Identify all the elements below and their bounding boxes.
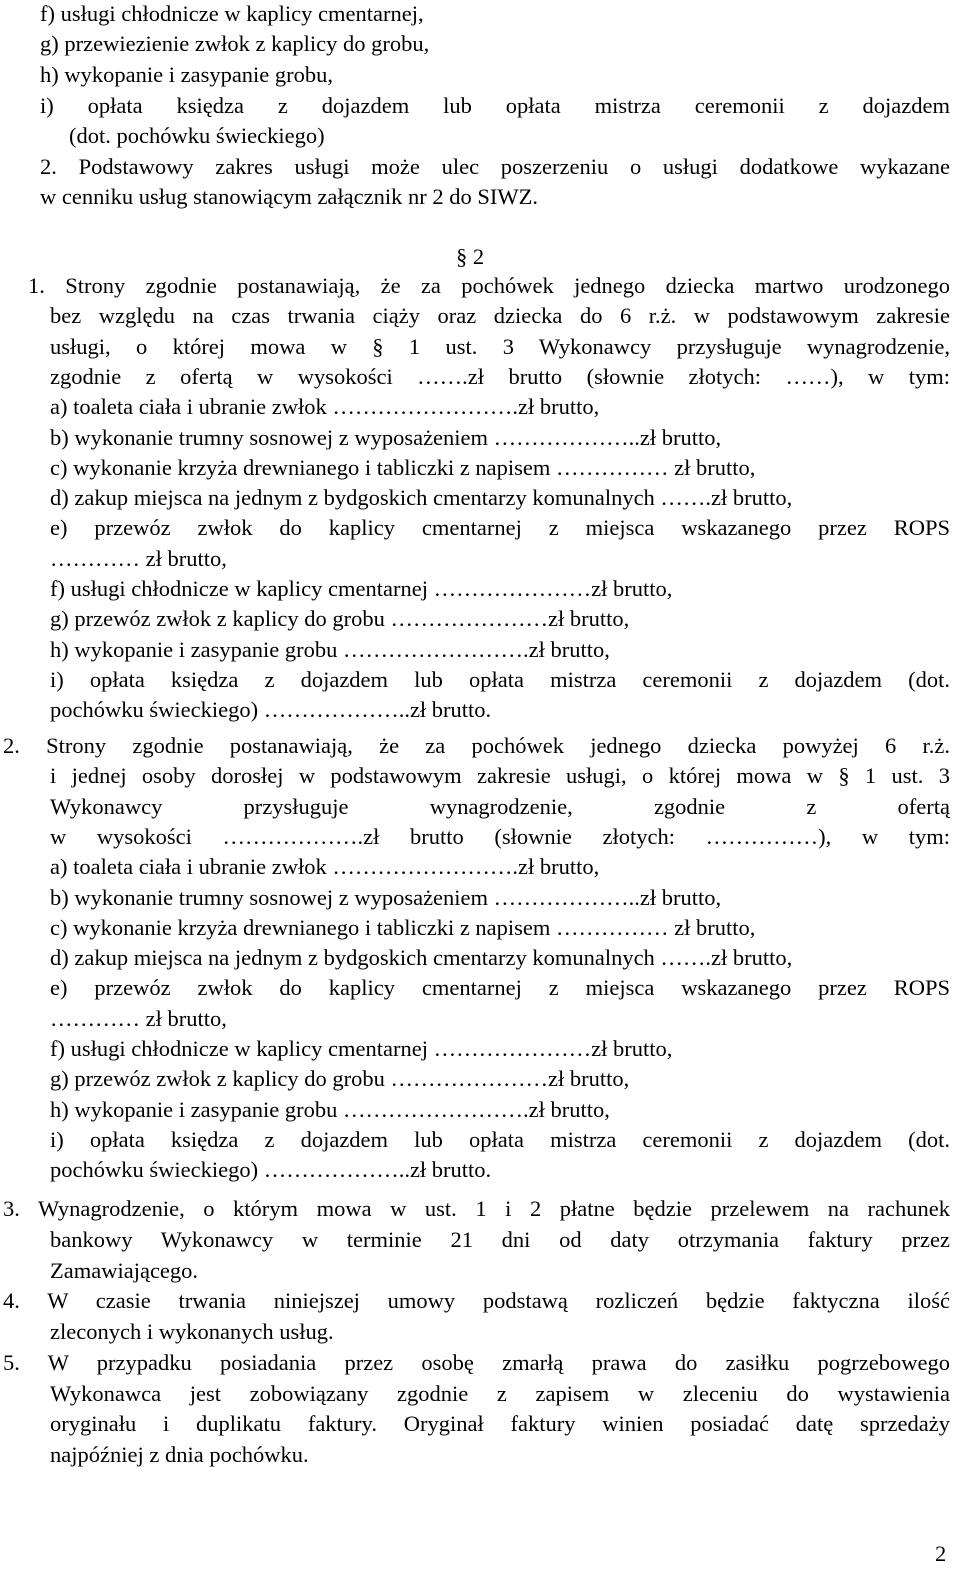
s1-line-11: g) przewóz zwłok z kaplicy do grobu …………………zł brutto, (50, 606, 630, 632)
s1-line-6: c) wykonanie krzyża drewnianego i tabliczki z napisem …………… zł brutto, (50, 454, 756, 480)
page-number: 2 (935, 1541, 947, 1566)
s1-line-10: f) usługi chłodnicze w kaplicy cmentarnej …………………zł brutto, (50, 576, 673, 601)
top-item-0: f) usługi chłodnicze w kaplicy cmentarnej, (40, 1, 424, 26)
tail-line-8: najpóźniej z dnia pochówku. (50, 1442, 309, 1467)
p2-line-0: 2. Podstawowy zakres usługi może ulec poszerzeniu o usługi dodatkowe wykazane (40, 154, 950, 179)
tail-line-6: Wykonawca jest zobowiązany zgodnie z zapisem w zleceniu do wystawienia (50, 1381, 950, 1406)
s2-line-11: g) przewóz zwłok z kaplicy do grobu …………………zł brutto, (50, 1066, 630, 1092)
tail-line-3: 4. W czasie trwania niniejszej umowy podstawą rozliczeń będzie faktyczna ilość (3, 1288, 950, 1313)
s1-line-2: usługi, o której mowa w § 1 ust. 3 Wykonawcy przysługuje wynagrodzenie, (50, 333, 950, 359)
tail-line-4: zleconych i wykonanych usług. (50, 1319, 334, 1344)
s1-line-3: zgodnie z ofertą w wysokości …….zł brutto (słownie złotych: ……), w tym: (50, 363, 950, 389)
s2-line-10: f) usługi chłodnicze w kaplicy cmentarnej …………………zł brutto, (50, 1036, 673, 1061)
tail-line-0: 3. Wynagrodzenie, o którym mowa w ust. 1 i 2 płatne będzie przelewem na rachunek (3, 1196, 950, 1221)
s2-line-5: b) wykonanie trumny sosnowej z wyposażeniem ………………..zł brutto, (50, 884, 722, 910)
tail-line-7: oryginału i duplikatu faktury. Oryginał faktury winien posiadać datę sprzedaży (50, 1411, 950, 1436)
s1-line-1: bez względu na czas trwania ciąży oraz dziecka do 6 r.ż. w podstawowym zakresie (50, 303, 950, 329)
tail-line-2: Zamawiającego. (50, 1258, 199, 1283)
s1-line-0: 1. Strony zgodnie postanawiają, że za pochówek jednego dziecka martwo urodzonego (28, 273, 950, 298)
s2-line-12: h) wykopanie i zasypanie grobu …………………….zł brutto, (50, 1096, 610, 1122)
s2-line-1: i jednej osoby dorosłej w podstawowym zakresie usługi, o której mowa w § 1 ust. 3 (50, 763, 950, 789)
s2-line-6: c) wykonanie krzyża drewnianego i tabliczki z napisem …………… zł brutto, (50, 914, 756, 940)
s2-line-2: Wykonawcy przysługuje wynagrodzenie, zgodnie z ofertą (50, 793, 950, 819)
s2-line-8: e) przewóz zwłok do kaplicy cmentarnej z miejsca wskazanego przez ROPS (50, 975, 950, 1001)
s1-line-7: d) zakup miejsca na jednym z bydgoskich cmentarzy komunalnych …….zł brutto, (50, 485, 793, 511)
s1-line-8: e) przewóz zwłok do kaplicy cmentarnej z miejsca wskazanego przez ROPS (50, 515, 950, 541)
p2-line-1: w cenniku usług stanowiącym załącznik nr 2 do SIWZ. (40, 184, 538, 209)
top-item-3: i) opłata księdza z dojazdem lub opłata mistrza ceremonii z dojazdem (40, 93, 950, 118)
top-item-4: (dot. pochówku świeckiego) (69, 123, 325, 148)
tail-line-1: bankowy Wykonawcy w terminie 21 dni od daty otrzymania faktury przez (50, 1227, 950, 1252)
s1-line-12: h) wykopanie i zasypanie grobu …………………….zł brutto, (50, 636, 610, 662)
section-heading: § 2 (455, 244, 485, 269)
s1-line-9: ………… zł brutto, (50, 545, 227, 571)
s2-line-9: ………… zł brutto, (50, 1005, 227, 1031)
tail-line-5: 5. W przypadku posiadania przez osobę zmarłą prawa do zasiłku pogrzebowego (3, 1350, 950, 1375)
s2-line-14: pochówku świeckiego) ………………..zł brutto. (50, 1157, 492, 1183)
s1-line-5: b) wykonanie trumny sosnowej z wyposażeniem ………………..zł brutto, (50, 424, 722, 450)
top-item-2: h) wykopanie i zasypanie grobu, (40, 62, 334, 87)
s2-line-7: d) zakup miejsca na jednym z bydgoskich cmentarzy komunalnych …….zł brutto, (50, 945, 793, 971)
top-item-1: g) przewiezienie zwłok z kaplicy do grobu, (40, 31, 430, 56)
s1-line-13: i) opłata księdza z dojazdem lub opłata mistrza ceremonii z dojazdem (dot. (50, 666, 950, 692)
s1-line-14: pochówku świeckiego) ………………..zł brutto. (50, 697, 492, 723)
s2-line-4: a) toaleta ciała i ubranie zwłok …………………….zł brutto, (50, 854, 600, 880)
s1-line-4: a) toaleta ciała i ubranie zwłok …………………….zł brutto, (50, 394, 600, 420)
s2-line-3: w wysokości ……………….zł brutto (słownie złotych: ……………), w tym: (50, 823, 950, 849)
s2-line-13: i) opłata księdza z dojazdem lub opłata mistrza ceremonii z dojazdem (dot. (50, 1126, 950, 1152)
s2-line-0: 2. Strony zgodnie postanawiają, że za pochówek jednego dziecka powyżej 6 r.ż. (3, 733, 950, 758)
